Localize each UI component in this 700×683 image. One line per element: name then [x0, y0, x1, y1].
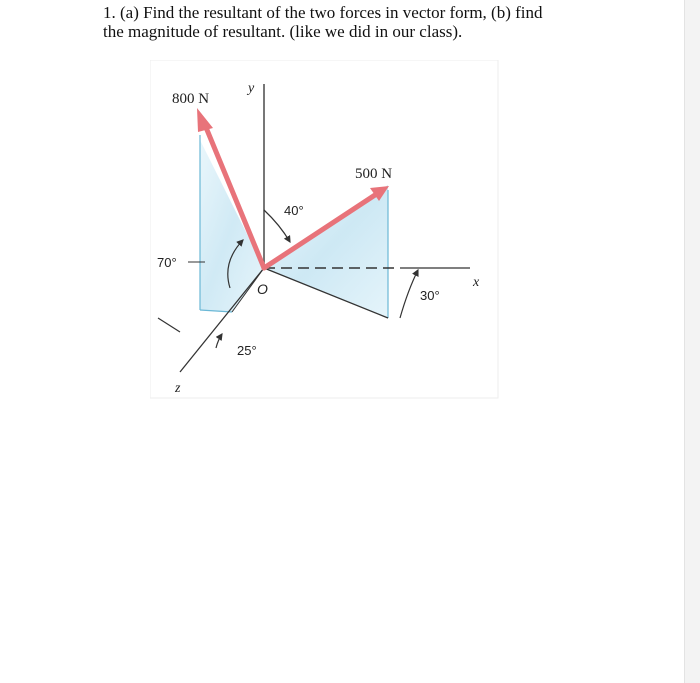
z-axis-label: z: [175, 381, 181, 396]
problem-line-1: 1. (a) Find the resultant of the two forces in vector form, (b) find: [103, 3, 543, 22]
force-500n-label: 500 N: [355, 166, 393, 182]
angle-30-label: 30°: [420, 288, 440, 303]
y-axis-label: y: [248, 81, 255, 96]
force-diagram: [150, 60, 500, 400]
problem-line-2: the magnitude of resultant. (like we did in our class).: [103, 22, 463, 41]
force-diagram-svg: [150, 60, 500, 400]
page-right-edge: [684, 0, 700, 683]
x-axis-label: x: [473, 275, 480, 290]
problem-statement: [103, 3, 663, 41]
angle-25-label: 25°: [237, 343, 257, 358]
origin-label: O: [257, 281, 268, 297]
force-800n-label: 800 N: [172, 91, 210, 107]
angle-70-label: 70°: [157, 255, 177, 270]
angle-40-label: 40°: [284, 203, 304, 218]
